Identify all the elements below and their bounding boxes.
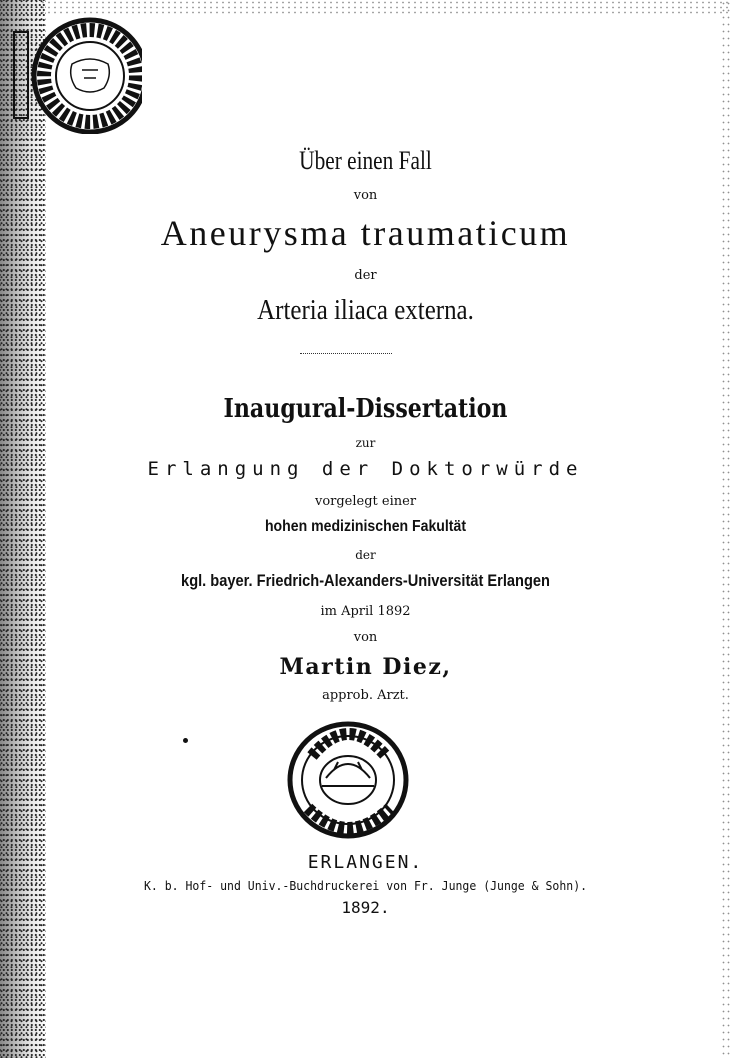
connector-von-2: von xyxy=(353,630,378,645)
connector-der-2: der xyxy=(355,548,376,562)
publication-year: 1892. xyxy=(341,898,390,917)
author-name: Martin Diez, xyxy=(279,654,452,680)
title-line-1: Über einen Fall xyxy=(299,146,432,175)
university-line: kgl. bayer. Friedrich-Alexanders-Universität Erlangen xyxy=(181,571,550,590)
library-stamp-center xyxy=(282,716,414,844)
ink-speck xyxy=(183,738,188,743)
connector-zur: zur xyxy=(355,436,376,450)
title-line-3: Arteria iliaca externa. xyxy=(257,294,474,326)
printer-line: K. b. Hof- und Univ.-Buchdruckerei von Fr. Junge (Junge & Sohn). xyxy=(143,878,588,893)
title-line-2: Aneurysma traumaticum xyxy=(160,213,571,253)
library-stamp-top xyxy=(12,14,142,134)
connector-von-1: von xyxy=(353,188,378,203)
author-title: approb. Arzt. xyxy=(322,688,409,703)
date-line: im April 1892 xyxy=(320,604,411,619)
connector-der-1: der xyxy=(354,268,377,283)
dissertation-heading: Inaugural-Dissertation xyxy=(223,394,508,424)
faculty-line: hohen medizinischen Fakultät xyxy=(264,518,467,535)
scan-top-edge xyxy=(40,0,731,14)
presented-to-line: vorgelegt einer xyxy=(314,494,417,509)
ornamental-rule xyxy=(300,353,392,354)
publisher-city: ERLANGEN. xyxy=(307,852,424,873)
purpose-line: Erlangung der Doktorwürde xyxy=(147,458,584,480)
